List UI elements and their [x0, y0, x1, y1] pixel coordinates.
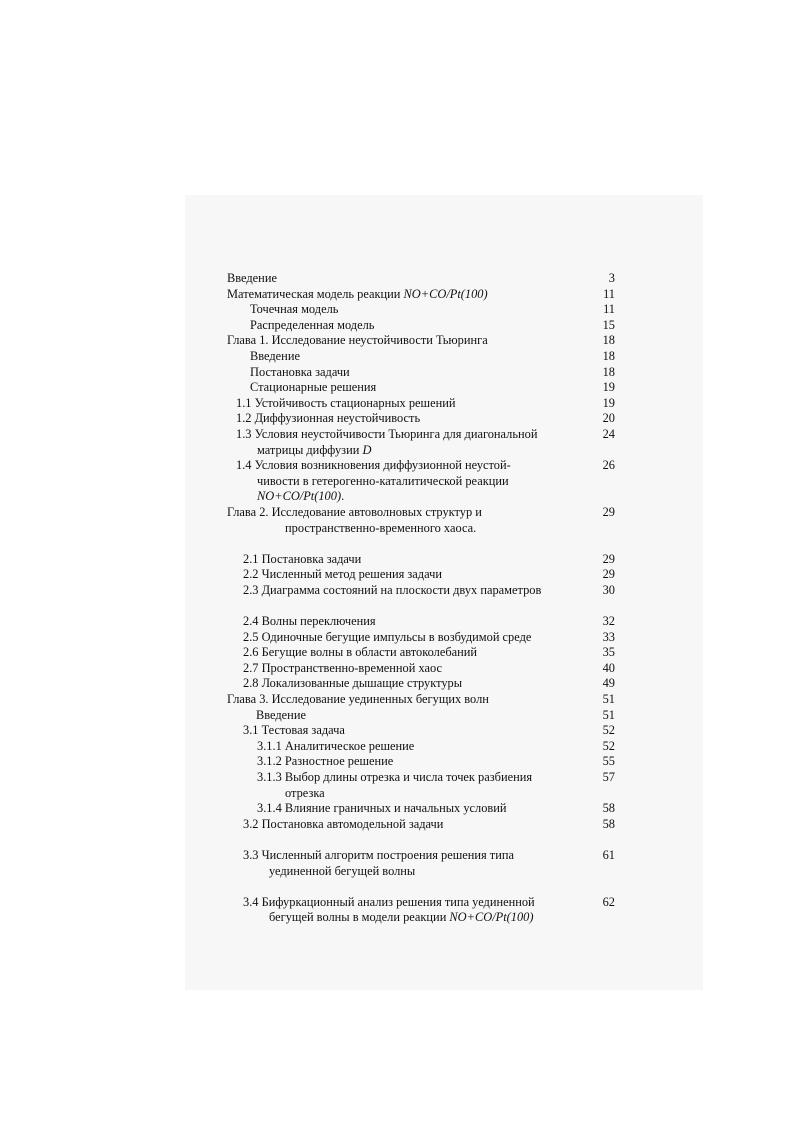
toc-chapter-2 — [227, 505, 615, 521]
toc-entry-1-4-continued — [227, 474, 615, 490]
toc-entry-label: Стационарные решения — [250, 380, 377, 395]
toc-page-number: 29 — [602, 551, 615, 566]
toc-page-number: 55 — [602, 754, 615, 769]
reaction-formula: NO+CO/Pt(100) — [257, 489, 342, 504]
toc-chapter-title: Глава 1. Исследование неустойчивости Тьюринга — [227, 333, 488, 348]
toc-entry-model — [227, 287, 615, 303]
toc-page-number: 58 — [602, 816, 615, 831]
toc-page-number: 51 — [602, 692, 615, 707]
matrix-variable: D — [362, 442, 372, 457]
toc-entry-3-1-4 — [227, 801, 615, 817]
toc-entry-label: 2.3 Диаграмма состояний на плоскости двух параметров — [243, 582, 542, 597]
toc-page-number: 49 — [602, 676, 615, 691]
toc-page-number: 58 — [602, 801, 615, 816]
toc-entry-intro — [227, 271, 615, 287]
toc-entry-label: Постановка задачи — [250, 364, 350, 379]
toc-page-number: 35 — [602, 645, 615, 660]
toc-entry-label: Введение — [250, 348, 300, 363]
toc-page-number: 11 — [603, 302, 615, 317]
toc-entry-label: Введение — [227, 271, 277, 285]
toc-entry-label: 2.8 Локализованные дышащие структуры — [243, 676, 463, 691]
toc-entry-label: Распределенная модель — [250, 317, 375, 332]
reaction-formula: NO+CO/Pt(100) — [403, 286, 488, 301]
toc-page-number: 3 — [608, 271, 615, 285]
toc-entry-label: 3.3 Численный алгоритм построения решения типа — [243, 847, 514, 862]
toc-page-number: 18 — [602, 348, 615, 363]
toc-page-number: 32 — [602, 614, 615, 629]
toc-entry-label: уединенной бегущей волны — [269, 863, 416, 878]
toc-entry-label: 2.7 Пространственно-временной хаос — [243, 660, 443, 675]
toc-page-number: 57 — [602, 770, 615, 784]
toc-entry-3-1-2 — [227, 754, 615, 770]
toc-entry-3-4 — [227, 895, 615, 911]
toc-entry-2-3 — [227, 583, 615, 599]
toc-entry-label: 3.1 Тестовая задача — [243, 723, 345, 738]
toc-entry-1-1 — [227, 396, 615, 412]
toc-page-number: 62 — [602, 894, 615, 909]
toc-entry-2-1 — [227, 552, 615, 568]
toc-chapter-title: Глава 2. Исследование автоволновых структур и — [227, 504, 482, 519]
toc-page-number: 18 — [602, 364, 615, 379]
toc-entry-ch1-stationary — [227, 380, 615, 396]
toc-entry-2-6 — [227, 645, 615, 661]
toc-entry-2-2 — [227, 567, 615, 583]
reaction-formula: NO+CO/Pt(100) — [449, 910, 534, 925]
toc-page-number: 19 — [602, 395, 615, 410]
toc-entry-label: 3.1.2 Разностное решение — [257, 754, 394, 769]
toc-entry-3-3 — [227, 848, 615, 864]
toc-page-number: 18 — [602, 333, 615, 348]
toc-page-number: 24 — [602, 426, 615, 441]
toc-entry-label: 1.2 Диффузионная неустойчивость — [236, 411, 421, 426]
toc-entry-label: 3.4 Бифуркационный анализ решения типа уединенной — [243, 894, 535, 909]
toc-page-number: 26 — [602, 458, 615, 473]
toc-page-number: 20 — [602, 411, 615, 426]
toc-page-number: 29 — [602, 567, 615, 582]
toc-entry-label: чивости в гетерогенно-каталитической реакции — [257, 473, 509, 488]
toc-entry-point-model — [227, 302, 615, 318]
toc-chapter-2-continued — [227, 521, 615, 537]
toc-entry-label: 3.1.1 Аналитическое решение — [257, 738, 415, 753]
toc-entry-label: NO+CO/Pt(100). — [257, 489, 345, 504]
toc-entry-3-4-continued — [227, 910, 615, 926]
toc-entry-3-1 — [227, 723, 615, 739]
toc-entry-1-4 — [227, 458, 615, 474]
toc-page-number: 29 — [602, 504, 615, 519]
toc-chapter-3 — [227, 692, 615, 708]
toc-page-number: 52 — [602, 738, 615, 753]
toc-entry-label: Точечная модель — [250, 302, 339, 317]
toc-entry-label: 2.1 Постановка задачи — [243, 551, 362, 566]
toc-entry-3-2 — [227, 817, 615, 833]
toc-entry-label: бегущей волны в модели реакции NO+CO/Pt(100) — [269, 910, 534, 925]
toc-page-number: 40 — [602, 660, 615, 675]
toc-entry-1-3-continued — [227, 443, 615, 459]
toc-entry-label: 3.1.4 Влияние граничных и начальных условий — [257, 801, 507, 816]
toc-entry-label: 2.2 Численный метод решения задачи — [243, 567, 442, 582]
toc-entry-2-4 — [227, 614, 615, 630]
toc-entry-label: матрицы диффузии D — [257, 442, 372, 457]
toc-entry-distributed-model — [227, 318, 615, 334]
toc-page-number: 52 — [602, 723, 615, 738]
toc-entry-2-5 — [227, 630, 615, 646]
toc-entry-ch3-intro — [227, 708, 615, 724]
toc-entry-label: отрезка — [285, 785, 325, 800]
toc-entry-label: Введение — [256, 707, 306, 722]
table-of-contents — [227, 271, 615, 926]
toc-entry-label: Математическая модель реакции NO+CO/Pt(100) — [227, 286, 488, 301]
toc-chapter-title: Глава 3. Исследование уединенных бегущих волн — [227, 692, 489, 707]
toc-entry-ch1-problem — [227, 365, 615, 381]
toc-entry-ch1-intro — [227, 349, 615, 365]
toc-entry-label: 2.4 Волны переключения — [243, 614, 376, 629]
toc-page-number: 15 — [602, 317, 615, 332]
toc-entry-label: 1.3 Условия неустойчивости Тьюринга для диагональной — [236, 426, 538, 441]
toc-page-number: 11 — [603, 286, 615, 301]
toc-page-number: 33 — [602, 629, 615, 644]
toc-page-number: 61 — [602, 847, 615, 862]
toc-entry-label: 3.2 Постановка автомодельной задачи — [243, 816, 444, 831]
toc-page-number: 51 — [602, 707, 615, 722]
toc-entry-2-7 — [227, 661, 615, 677]
toc-entry-1-4-formula — [227, 489, 615, 505]
toc-entry-3-1-3-continued — [227, 786, 615, 802]
toc-entry-label: 2.6 Бегущие волны в области автоколебаний — [243, 645, 478, 660]
toc-entry-1-2 — [227, 411, 615, 427]
toc-entry-2-8 — [227, 676, 615, 692]
toc-page-number: 30 — [602, 582, 615, 597]
toc-entry-1-3 — [227, 427, 615, 443]
toc-chapter-title: пространственно-временного хаоса. — [285, 520, 477, 535]
toc-entry-label: 2.5 Одиночные бегущие импульсы в возбудимой среде — [243, 629, 532, 644]
toc-page-number: 19 — [602, 380, 615, 395]
toc-entry-label: 3.1.3 Выбор длины отрезка и числа точек разбиения — [257, 770, 533, 784]
toc-chapter-1 — [227, 333, 615, 349]
toc-entry-3-1-1 — [227, 739, 615, 755]
toc-entry-label: 1.1 Устойчивость стационарных решений — [236, 395, 456, 410]
toc-entry-label: 1.4 Условия возникновения диффузионной неустой- — [236, 458, 511, 473]
toc-entry-3-1-3 — [227, 770, 615, 786]
toc-entry-3-3-continued — [227, 864, 615, 880]
